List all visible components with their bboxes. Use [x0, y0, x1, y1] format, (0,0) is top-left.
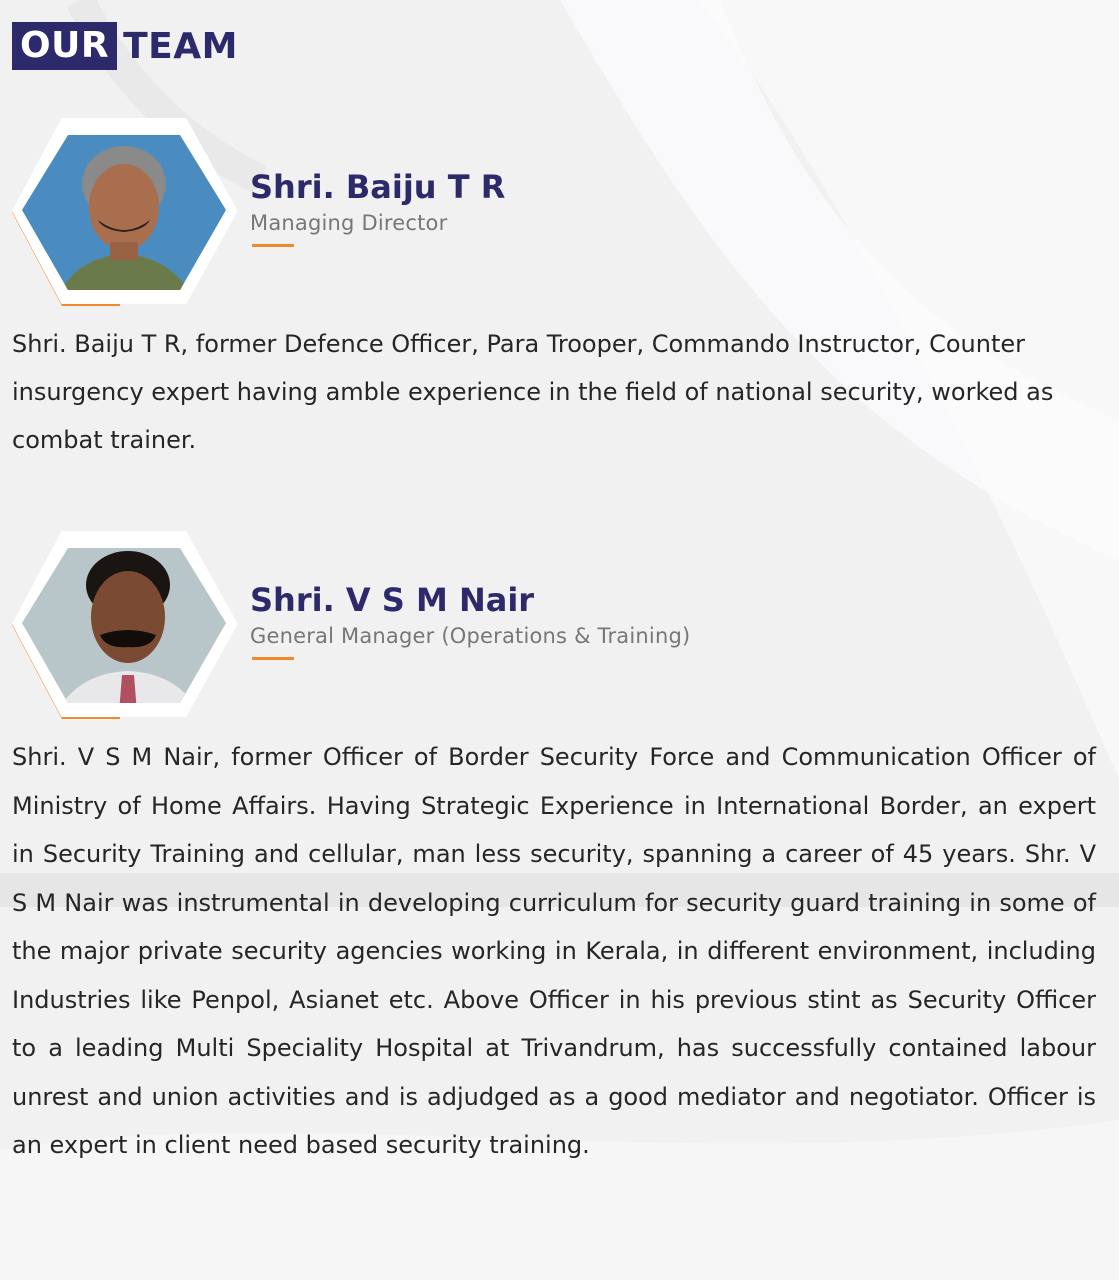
name-underline — [252, 244, 294, 247]
section-heading — [12, 22, 238, 70]
member-name: Shri. Baiju T R — [250, 168, 506, 206]
member-photo-frame — [10, 525, 240, 725]
member-photo-frame — [10, 112, 240, 312]
member-bio: Shri. Baiju T R, former Defence Officer, Para Trooper, Commando Instructor, Counter insurgency expert having amble experience in the field of national security, worked as combat trainer. — [12, 330, 1054, 454]
member-role: General Manager (Operations & Training) — [250, 624, 691, 648]
name-underline — [252, 657, 294, 660]
member-bio: Shri. V S M Nair, former Officer of Border Security Force and Communication Officer of Ministry of Home Affairs. Having Strategic Experience in International Border, an expert in Security Training and cellular, man less security, spanning a career of 45 years. Shr. V S M Nair was instrumental in developing curriculum for security guard training in some of the major private security agencies working in Kerala, in different environment, including Industries like Penpol, Asianet etc. Above Officer in his previous stint as Security Officer to a leading Multi Speciality Hospital at Trivandrum, has successfully contained labour unrest and union activities and is adjudged as a good mediator and negotiator. Officer is an expert in client need based security training. — [12, 743, 1096, 1159]
avatar — [10, 112, 240, 312]
heading-our: OUR — [12, 22, 117, 70]
avatar — [10, 525, 240, 725]
member-role: Managing Director — [250, 211, 448, 235]
heading-team: TEAM — [123, 25, 238, 67]
member-name: Shri. V S M Nair — [250, 581, 535, 619]
